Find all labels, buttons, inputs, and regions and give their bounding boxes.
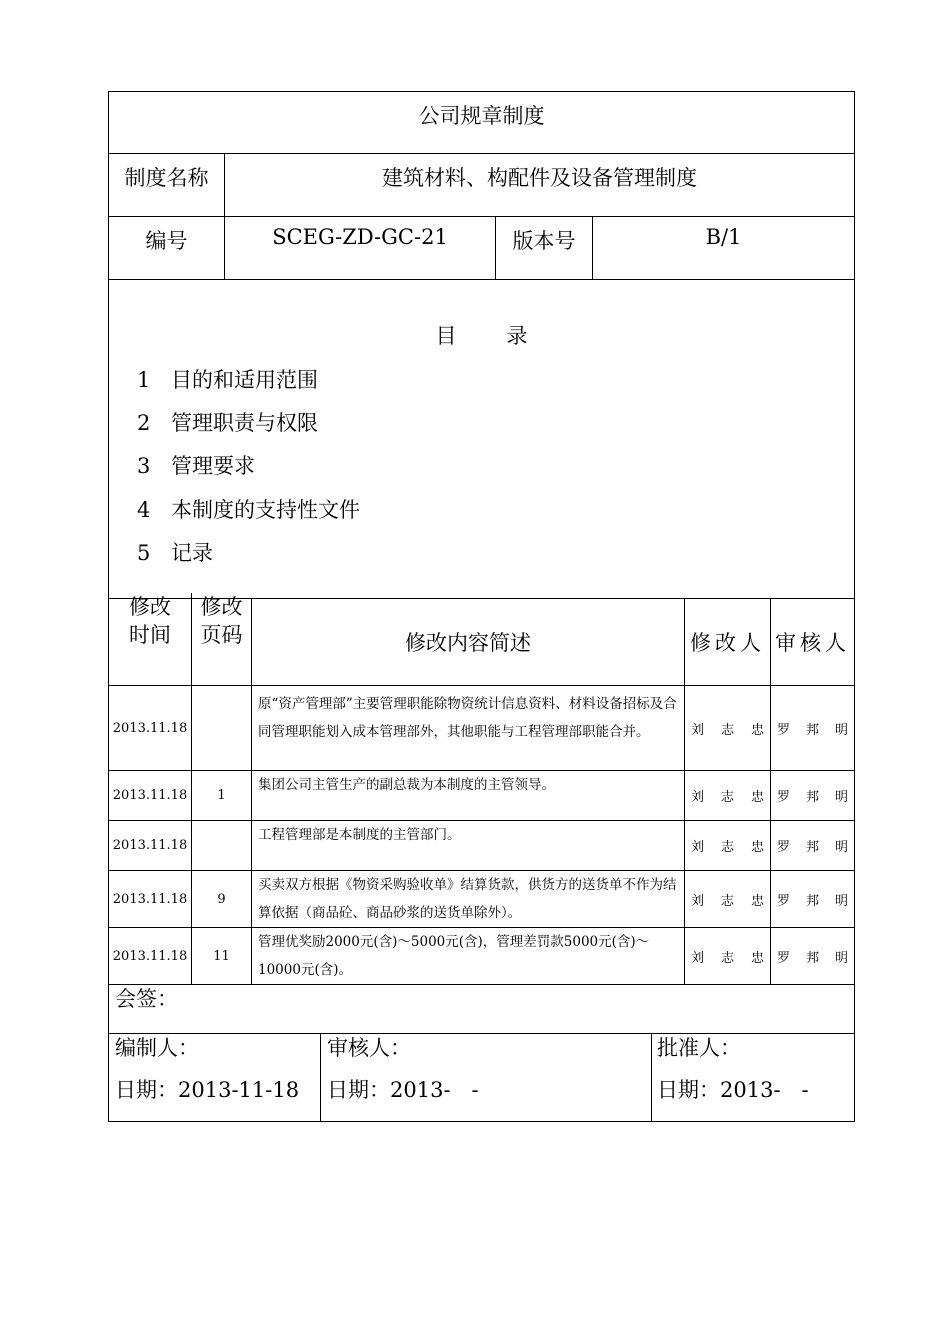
name-char: 忠 — [750, 722, 764, 738]
revision-modifier-header: 修改人 — [684, 599, 770, 685]
table-row — [108, 686, 855, 771]
revision-page: 11 — [191, 928, 251, 984]
name-char: 忠 — [750, 950, 764, 966]
code-value: SCEG-ZD-GC-21 — [224, 217, 495, 279]
name-char: 明 — [834, 893, 848, 909]
name-char: 刘 — [691, 840, 705, 855]
table-row — [108, 771, 855, 821]
toc-item-number: 1 — [137, 368, 151, 392]
toc-item[interactable] — [137, 407, 318, 437]
name-char: 志 — [720, 950, 734, 966]
reviewed-by-label: 审核人： — [327, 1036, 411, 1060]
revision-description-cell — [251, 686, 684, 770]
name-char: 志 — [720, 893, 734, 909]
revision-reviewer — [770, 686, 854, 770]
toc-item-text: 管理职责与权限 — [171, 411, 318, 435]
toc-item-text: 目的和适用范围 — [171, 368, 318, 392]
revision-date: 2013.11.18 — [112, 838, 188, 853]
name-char: 罗 — [777, 790, 791, 805]
name-char: 刘 — [691, 893, 705, 909]
table-row — [108, 821, 855, 871]
title-row — [108, 91, 855, 154]
name-char: 明 — [834, 722, 848, 738]
toc-item-number: 4 — [137, 498, 151, 522]
regulation-form — [108, 91, 855, 1122]
revision-date: 2013.11.18 — [112, 720, 188, 736]
name-label: 制度名称 — [124, 166, 209, 190]
toc-title: 目录 — [435, 324, 578, 348]
revision-description-cell — [251, 928, 684, 984]
revision-reviewer — [770, 821, 854, 870]
revision-description-cell — [251, 871, 684, 927]
revision-page — [191, 821, 251, 870]
revision-page: 9 — [191, 871, 251, 927]
reviewed-cell — [320, 1034, 651, 1121]
revision-modifier — [684, 928, 770, 984]
name-char: 忠 — [750, 840, 764, 855]
name-char: 明 — [834, 950, 848, 966]
name-char: 刘 — [691, 790, 705, 805]
revision-date: 2013.11.18 — [112, 891, 188, 907]
name-char: 忠 — [750, 790, 764, 805]
revision-modifier — [684, 821, 770, 870]
toc-item[interactable] — [137, 494, 360, 524]
name-char: 罗 — [777, 893, 791, 909]
revision-reviewer — [770, 928, 854, 984]
revision-modifier — [684, 771, 770, 820]
name-value: 建筑材料、构配件及设备管理制度 — [224, 154, 854, 216]
prepared-cell — [109, 1034, 320, 1121]
toc-item-number: 2 — [137, 411, 151, 435]
countersign-label: 会签： — [115, 987, 178, 1011]
prepared-date: 日期：2013-11-18 — [115, 1078, 300, 1102]
toc-item[interactable] — [137, 537, 213, 567]
toc-item[interactable] — [137, 364, 318, 394]
name-char: 罗 — [777, 950, 791, 966]
prepared-by-label: 编制人： — [115, 1036, 199, 1060]
name-char: 志 — [720, 840, 734, 855]
table-of-contents — [108, 280, 855, 599]
page-title: 公司规章制度 — [418, 104, 545, 128]
revision-modifier — [684, 686, 770, 770]
revision-time-header — [109, 593, 191, 685]
revision-date: 2013.11.18 — [112, 788, 188, 803]
toc-item-number: 3 — [137, 454, 151, 478]
version-value: B/1 — [592, 217, 854, 279]
revision-page-header — [191, 593, 251, 685]
name-char: 刘 — [691, 950, 705, 966]
name-char: 罗 — [777, 840, 791, 855]
revision-description-cell — [251, 821, 684, 870]
name-char: 邦 — [805, 950, 819, 966]
toc-item[interactable] — [137, 450, 255, 480]
toc-item-number: 5 — [137, 541, 151, 565]
revision-description: 管理优奖励2000元(含)～5000元(含)，管理差罚款5000元(含)～10000元(含)。 — [258, 934, 650, 978]
approved-cell — [651, 1034, 854, 1121]
revision-description-cell — [251, 771, 684, 820]
name-char: 刘 — [691, 722, 705, 738]
revision-modifier — [684, 871, 770, 927]
code-version-row — [108, 217, 855, 280]
name-char: 邦 — [805, 893, 819, 909]
revision-content-header: 修改内容简述 — [251, 599, 684, 685]
toc-item-text: 记录 — [171, 541, 213, 565]
reviewed-date: 日期：2013- - — [327, 1078, 479, 1102]
name-char: 邦 — [805, 790, 819, 805]
name-char: 罗 — [777, 722, 791, 738]
toc-item-text: 管理要求 — [171, 454, 255, 478]
revision-date: 2013.11.18 — [112, 948, 188, 964]
name-char: 邦 — [805, 722, 819, 738]
revision-reviewer — [770, 871, 854, 927]
code-label: 编号 — [145, 229, 188, 253]
header-line: 页码 — [200, 623, 243, 647]
name-char: 明 — [834, 790, 848, 805]
header-line: 时间 — [129, 623, 171, 647]
table-row — [108, 871, 855, 928]
revision-description: 集团公司主管生产的副总裁为本制度的主管领导。 — [258, 777, 555, 793]
name-char: 志 — [720, 722, 734, 738]
revision-description: 买卖双方根据《物资采购验收单》结算货款，供货方的送货单不作为结算依据（商品砼、商品砂浆的送货单除外）。 — [258, 877, 677, 921]
signature-row — [108, 1034, 855, 1122]
revision-page — [191, 686, 251, 770]
approved-date: 日期：2013- - — [657, 1078, 809, 1102]
header-line: 修改 — [200, 595, 243, 619]
revision-page: 1 — [191, 771, 251, 820]
revision-reviewer — [770, 771, 854, 820]
revision-header-row — [108, 595, 855, 686]
toc-item-text: 本制度的支持性文件 — [171, 498, 360, 522]
name-char: 忠 — [750, 893, 764, 909]
table-row — [108, 928, 855, 985]
revision-description: 原“资产管理部”主要管理职能除物资统计信息资料、材料设备招标及合同管理职能划入成本管理部外，其他职能与工程管理部职能合并。 — [258, 696, 677, 740]
name-char: 邦 — [805, 840, 819, 855]
countersign-row — [108, 985, 855, 1034]
approved-by-label: 批准人： — [657, 1036, 741, 1060]
regulation-name-row — [108, 154, 855, 217]
revision-reviewer-header: 审核人 — [770, 599, 854, 685]
name-char: 明 — [834, 840, 848, 855]
version-label: 版本号 — [495, 217, 592, 279]
header-line: 修改 — [129, 595, 171, 619]
revision-description: 工程管理部是本制度的主管部门。 — [258, 827, 461, 843]
name-char: 志 — [720, 790, 734, 805]
